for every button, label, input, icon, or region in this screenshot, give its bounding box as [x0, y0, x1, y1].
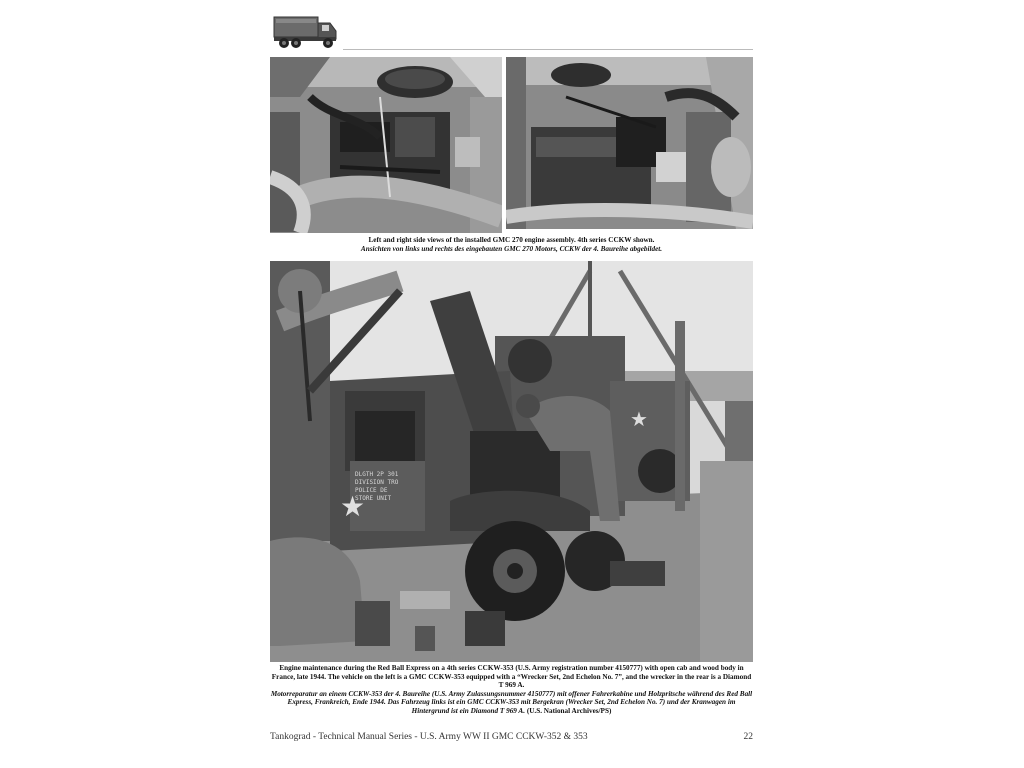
caption-german: Ansichten von links und rechts des eingebauten GMC 270 Motors, CCKW der 4. Baureihe abgebildet.	[360, 244, 663, 253]
caption-english: Left and right side views of the installed GMC 270 engine assembly. 4th series CCKW shown.	[368, 236, 655, 244]
truck-icon	[272, 13, 340, 51]
svg-text:DIVISION TRO: DIVISION TRO	[355, 479, 399, 486]
maintenance-caption	[270, 664, 753, 716]
svg-text:★: ★	[340, 490, 366, 523]
engine-left-side-photo	[270, 57, 502, 233]
caption-english: Engine maintenance during the Red Ball Express on a 4th series CCKW-353 (U.S. Army registration number 4150777) with open cab and wood body in France, late 1944. The vehicle on the left is a GMC CCKW-353 equipped with a “Wrecker Set, 2nd Echelon No. 7”, and the wrecker in the rear is a Diamond T 969 A.	[271, 664, 752, 690]
svg-text:DLGTH 2P 301: DLGTH 2P 301	[355, 471, 399, 478]
svg-text:POLICE DE: POLICE DE	[355, 487, 388, 494]
engine-views-caption	[270, 236, 753, 253]
footer-series-title: Tankograd - Technical Manual Series - U.S. Army WW II GMC CCKW-352 & 353	[270, 732, 588, 742]
svg-text:STORE UNIT: STORE UNIT	[355, 495, 392, 502]
caption-german-text: Motorreparatur an einem CCKW-353 der 4. Baureihe (U.S. Army Zulassungsnummer 4150777) mit offener Fahrerkabine und Holzpritsche während des Red Ball Express, Frankreich, Ende 1944. Das Fahrzeug links ist ein GMC CCKW-353 mit Bergekran (Wrecker Set, 2nd Echelon No. 7) und der Kranwagen im Hintergrund ist ein Diamond T 969 A.	[270, 689, 753, 715]
caption-german	[270, 690, 753, 716]
photo-credit: (U.S. National Archives/PS)	[526, 706, 612, 715]
page-number: 22	[743, 732, 753, 742]
header-rule	[343, 49, 753, 50]
engine-right-side-photo	[506, 57, 753, 229]
engine-maintenance-photo	[270, 261, 753, 662]
svg-text:★: ★	[630, 407, 648, 431]
